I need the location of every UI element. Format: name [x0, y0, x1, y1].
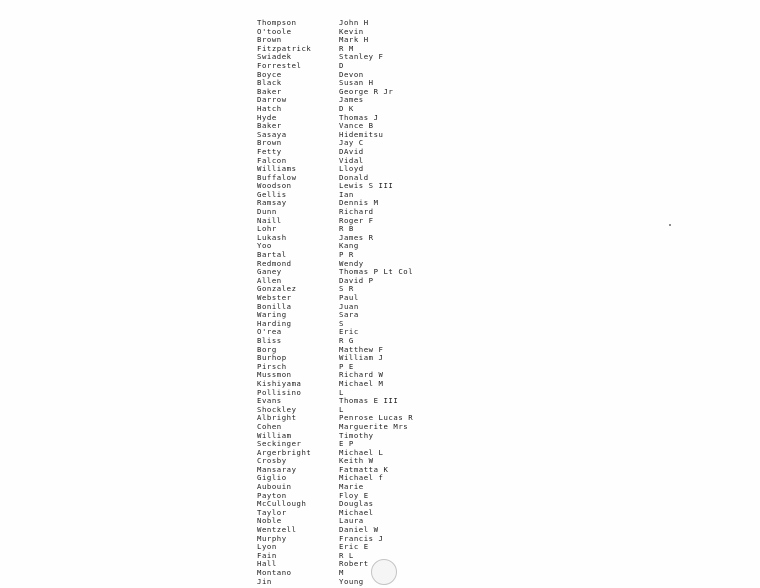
- first-name: Thomas E III: [339, 396, 399, 406]
- last-name: Fetty: [257, 146, 282, 156]
- last-name: Boyce: [257, 69, 282, 79]
- last-name: Mansaray: [257, 464, 297, 474]
- first-name: R G: [339, 335, 354, 345]
- last-name: McCullough: [257, 499, 307, 509]
- first-name: Thomas P Lt Col: [339, 267, 414, 277]
- first-name: Donald: [339, 172, 369, 182]
- last-name: Hall: [257, 559, 277, 569]
- last-name: Shockley: [257, 404, 297, 414]
- last-name: Bonilla: [257, 301, 292, 311]
- first-name: R M: [339, 43, 354, 53]
- last-name: Giglio: [257, 473, 287, 483]
- first-name: Mark H: [339, 35, 369, 45]
- scan-smudge: [371, 559, 397, 585]
- first-name: Sara: [339, 310, 359, 320]
- first-name: S R: [339, 284, 354, 294]
- last-name: Harding: [257, 318, 292, 328]
- last-name: Brown: [257, 35, 282, 45]
- first-name: E P: [339, 439, 354, 449]
- first-name: James: [339, 95, 364, 105]
- last-name: Payton: [257, 490, 287, 500]
- first-name: Michael f: [339, 473, 384, 483]
- last-name: Noble: [257, 516, 282, 526]
- first-name: Juan: [339, 301, 359, 311]
- last-name: Murphy: [257, 533, 287, 543]
- first-name: Michael L: [339, 447, 384, 457]
- first-name: Lloyd: [339, 164, 364, 174]
- first-name: D K: [339, 103, 354, 113]
- last-name: Cohen: [257, 421, 282, 431]
- first-name: Michael: [339, 507, 374, 517]
- first-name: John H: [339, 18, 369, 27]
- last-name: Crosby: [257, 456, 287, 466]
- last-name: Fain: [257, 550, 277, 560]
- first-name: M: [339, 568, 344, 577]
- first-name: Eric: [339, 327, 359, 337]
- last-name: Allen: [257, 275, 282, 285]
- first-name: George R Jr: [339, 86, 394, 96]
- first-name: Eric E: [339, 542, 369, 552]
- last-name: Argerbright: [257, 447, 312, 457]
- last-name: Taylor: [257, 507, 287, 517]
- first-name: Marie: [339, 482, 364, 492]
- first-name: Jay C: [339, 138, 364, 148]
- last-name: Dunn: [257, 207, 277, 217]
- last-name: Swiadek: [257, 52, 292, 62]
- last-name: Webster: [257, 293, 292, 302]
- last-name: Baker: [257, 86, 282, 96]
- last-name: Albright: [257, 413, 297, 423]
- last-name: Brown: [257, 138, 282, 148]
- last-name: Ganey: [257, 267, 282, 277]
- last-name: Williams: [257, 164, 297, 174]
- last-name: Wentzell: [257, 525, 297, 535]
- last-name: O'toole: [257, 26, 292, 36]
- first-name: Daniel W: [339, 525, 379, 535]
- first-name: Laura: [339, 516, 364, 526]
- first-name: Ian: [339, 189, 354, 199]
- first-name: L: [339, 404, 344, 414]
- first-name: D: [339, 60, 344, 70]
- first-name: Kang: [339, 241, 359, 251]
- last-name: Falcon: [257, 155, 287, 165]
- first-name: Stanley F: [339, 52, 384, 62]
- last-name: Redmond: [257, 258, 292, 268]
- first-name: Francis J: [339, 533, 384, 543]
- first-name: Richard W: [339, 370, 384, 380]
- first-name: Michael M: [339, 378, 384, 388]
- first-name: Paul: [339, 293, 359, 302]
- first-name: David P: [339, 275, 374, 285]
- first-name: R L: [339, 550, 354, 560]
- first-name: Matthew F: [339, 344, 384, 354]
- first-name: Penrose Lucas R: [339, 413, 414, 423]
- last-name: Pirsch: [257, 361, 287, 371]
- first-name: Fatmatta K: [339, 464, 389, 474]
- first-name: Timothy: [339, 430, 374, 440]
- first-name: P R: [339, 250, 354, 260]
- last-name: Aubouin: [257, 482, 292, 492]
- last-name: Kishiyama: [257, 378, 302, 388]
- last-name: Sasaya: [257, 129, 287, 139]
- first-name: Richard: [339, 207, 374, 217]
- last-name: Darrow: [257, 95, 287, 105]
- last-name: Lohr: [257, 224, 277, 234]
- last-name: Borg: [257, 344, 277, 354]
- first-name: William J: [339, 353, 384, 363]
- last-name: Pollisino: [257, 387, 302, 397]
- first-name: R B: [339, 224, 354, 234]
- first-name: Robert: [339, 559, 369, 569]
- last-name: Lyon: [257, 542, 277, 552]
- first-name: S: [339, 318, 344, 328]
- first-name: P E: [339, 361, 354, 371]
- last-name: Evans: [257, 396, 282, 406]
- first-name: Hidemitsu: [339, 129, 384, 139]
- last-name: Bartal: [257, 250, 287, 260]
- last-name: Ramsay: [257, 198, 287, 208]
- last-name: Fitzpatrick: [257, 43, 312, 53]
- last-name: Jin: [257, 576, 272, 586]
- first-name: Kevin: [339, 26, 364, 36]
- last-name: Buffalow: [257, 172, 297, 182]
- last-name: Montano: [257, 568, 292, 577]
- last-name: Lukash: [257, 232, 287, 242]
- last-name: Woodson: [257, 181, 292, 191]
- first-name: Vidal: [339, 155, 364, 165]
- scan-speck: [669, 224, 671, 226]
- first-name: Devon: [339, 69, 364, 79]
- first-name: Marguerite Mrs: [339, 421, 409, 431]
- last-name: Burhop: [257, 353, 287, 363]
- first-name: Dennis M: [339, 198, 379, 208]
- last-name: Hatch: [257, 103, 282, 113]
- first-name: Thomas J: [339, 112, 379, 122]
- last-name: Baker: [257, 121, 282, 131]
- first-name: DAvid: [339, 146, 364, 156]
- first-name: L: [339, 387, 344, 397]
- first-name: Wendy: [339, 258, 364, 268]
- last-name: William: [257, 430, 292, 440]
- first-name: Keith W: [339, 456, 374, 466]
- first-name: Young: [339, 576, 364, 586]
- last-name: Seckinger: [257, 439, 302, 449]
- first-name: Lewis S III: [339, 181, 394, 191]
- last-name: Hyde: [257, 112, 277, 122]
- last-name: Waring: [257, 310, 287, 320]
- last-name: Gellis: [257, 189, 287, 199]
- first-name: Douglas: [339, 499, 374, 509]
- first-name: Roger F: [339, 215, 374, 225]
- last-name: Bliss: [257, 335, 282, 345]
- first-name: Floy E: [339, 490, 369, 500]
- last-name: O'rea: [257, 327, 282, 337]
- last-name: Naill: [257, 215, 282, 225]
- last-name: Black: [257, 78, 282, 88]
- first-name: Susan H: [339, 78, 374, 88]
- last-name: Yoo: [257, 241, 272, 251]
- last-name: Mussmon: [257, 370, 292, 380]
- last-name: Forrestel: [257, 60, 302, 70]
- first-name: James R: [339, 232, 374, 242]
- first-name: Vance B: [339, 121, 374, 131]
- last-name: Gonzalez: [257, 284, 297, 294]
- last-name: Thompson: [257, 18, 297, 27]
